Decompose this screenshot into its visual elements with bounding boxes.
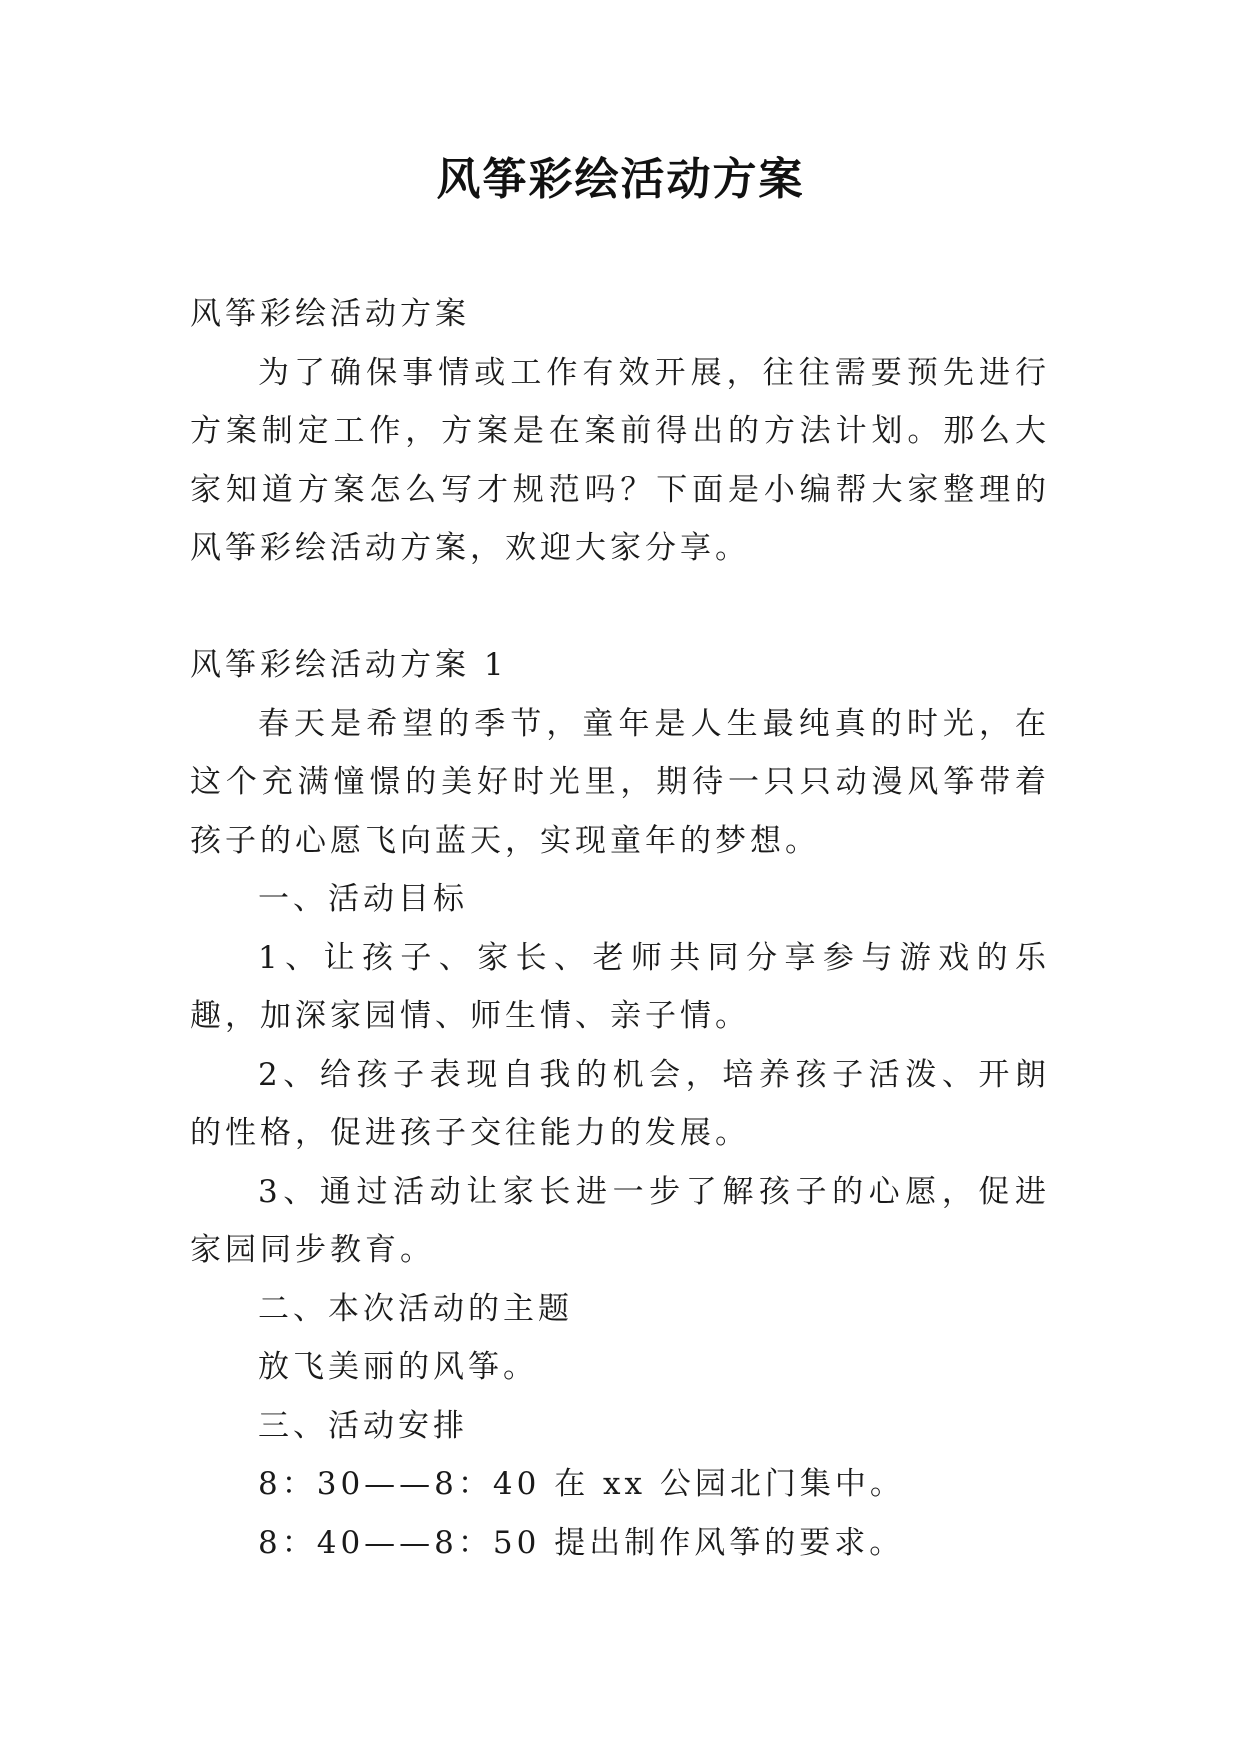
paragraph-schedule-1: 8：30——8：40 在 xx 公园北门集中。 [258,1466,905,1502]
blank-line [190,578,1050,637]
paragraph-theme: 放飞美丽的风筝。 [258,1349,538,1385]
paragraph-goal-heading: 一、活动目标 [258,881,468,917]
paragraph-heading: 风筝彩绘活动方案 [190,296,470,332]
document-body [190,285,1050,1572]
paragraph-schedule-2: 8：40——8：50 提出制作风筝的要求。 [258,1524,905,1561]
paragraph-goal-3: 3、通过活动让家长进一步了解孩子的心愿，促进家园同步教育。 [190,1173,1050,1268]
paragraph-schedule-heading: 三、活动安排 [258,1407,468,1444]
paragraph-opening: 春天是希望的季节，童年是人生最纯真的时光，在这个充满憧憬的美好时光里，期待一只只动漫风筝带着孩子的心愿飞向蓝天，实现童年的梦想。 [190,705,1050,859]
paragraph-theme-heading: 二、本次活动的主题 [258,1290,573,1327]
paragraph-intro: 为了确保事情或工作有效开展，往往需要预先进行方案制定工作，方案是在案前得出的方法计划。那么大家知道方案怎么写才规范吗？下面是小编帮大家整理的风筝彩绘活动方案，欢迎大家分享。 [190,354,1050,566]
paragraph-goal-1: 1、让孩子、家长、老师共同分享参与游戏的乐趣，加深家园情、师生情、亲子情。 [190,939,1050,1034]
paragraph-section-heading: 风筝彩绘活动方案 1 [190,647,508,683]
paragraph-goal-2: 2、给孩子表现自我的机会，培养孩子活泼、开朗的性格，促进孩子交往能力的发展。 [190,1056,1050,1151]
document-title: 风筝彩绘活动方案 [436,154,805,205]
